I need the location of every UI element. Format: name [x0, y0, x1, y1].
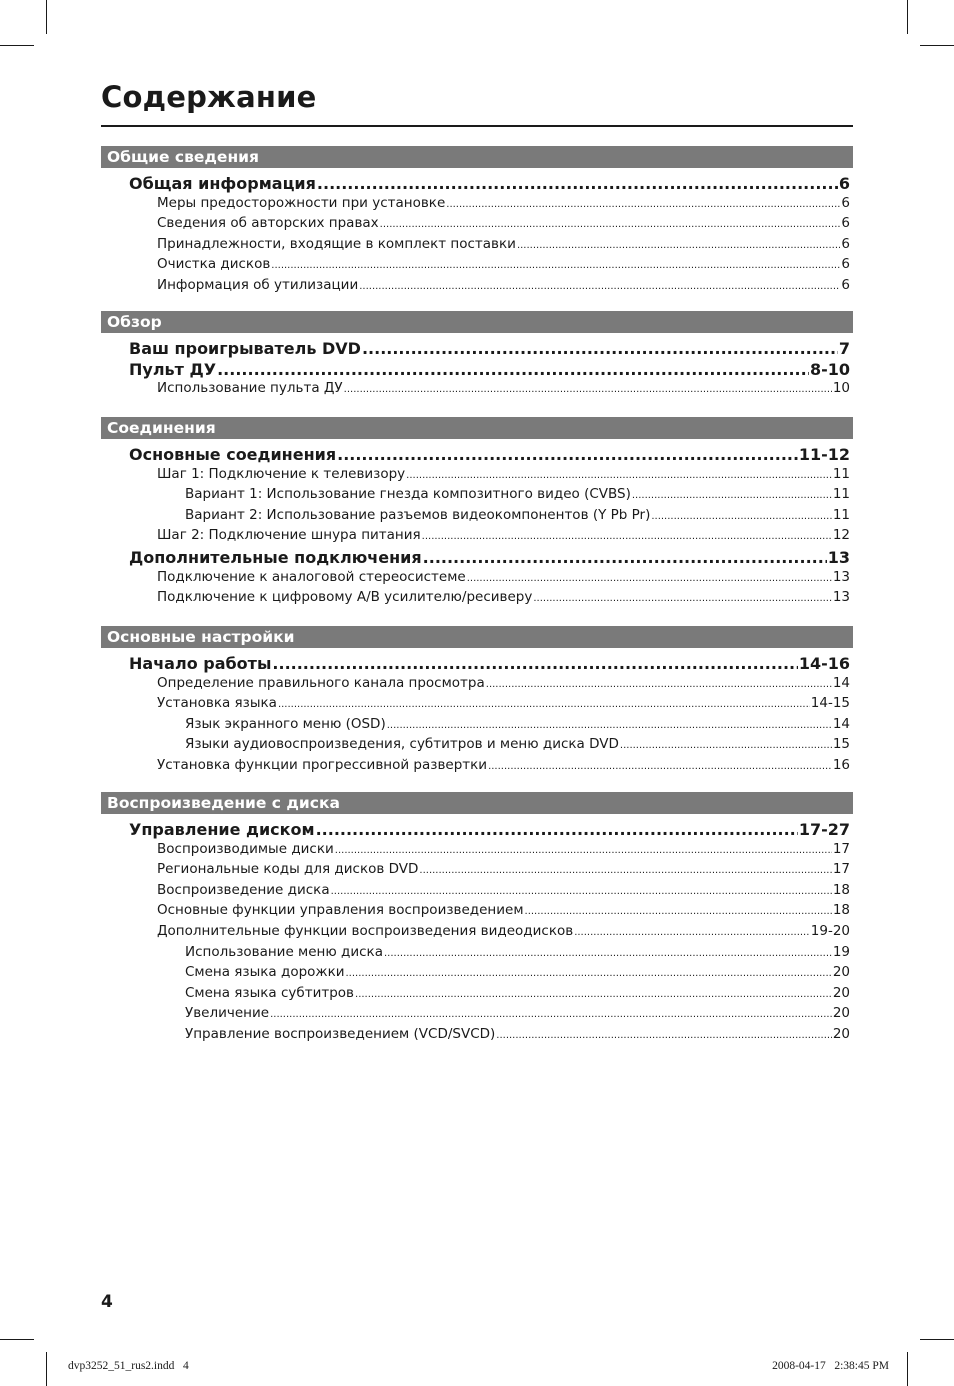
- toc-entry[interactable]: [129, 548, 850, 567]
- toc-entry[interactable]: [185, 944, 850, 960]
- toc-entry-title: Основные функции управления воспроизведением: [157, 902, 524, 919]
- toc-entry-title: Управление диском: [129, 820, 315, 839]
- dot-leader: [632, 486, 832, 502]
- dot-leader: [346, 964, 832, 980]
- toc-entry[interactable]: [157, 841, 850, 857]
- toc-entry[interactable]: [185, 1026, 850, 1042]
- toc-entry-title: Управление воспроизведением (VCD/SVCD): [185, 1026, 496, 1042]
- toc-entry-page: 6: [841, 215, 850, 232]
- toc-entry[interactable]: [157, 675, 850, 691]
- toc-entry[interactable]: [157, 466, 850, 482]
- dot-leader: [387, 716, 832, 732]
- toc-entry[interactable]: [157, 195, 850, 211]
- dot-leader: [272, 654, 797, 673]
- crop-mark: [920, 1339, 954, 1340]
- toc-entry-page: 16: [832, 757, 850, 773]
- dot-leader: [496, 1026, 832, 1042]
- toc-entry[interactable]: [157, 380, 850, 396]
- section-heading: Обзор: [101, 311, 853, 333]
- toc-entry-page: 17: [832, 861, 850, 878]
- toc-entry-title: Региональные коды для дисков DVD: [157, 861, 419, 878]
- toc-entry-page: 14: [832, 715, 850, 732]
- toc-entry-title: Пульт ДУ: [129, 359, 217, 379]
- dot-leader: [316, 820, 798, 839]
- toc-entry-title: Вариант 1: Использование гнезда композитного видео (CVBS): [185, 486, 631, 503]
- dot-leader: [422, 527, 832, 543]
- toc-entry-page: 14: [832, 674, 850, 691]
- dot-leader: [517, 236, 840, 252]
- toc-entry[interactable]: [129, 820, 850, 839]
- toc-entry[interactable]: [129, 174, 850, 193]
- toc-entry-title: Меры предосторожности при установке: [157, 194, 446, 211]
- toc-entry-page: 20: [832, 984, 850, 1001]
- toc-entry-page: 11-12: [798, 445, 850, 464]
- toc-entry-title: Ваш проигрыватель DVD: [129, 339, 361, 358]
- toc-entry-page: 6: [841, 256, 850, 273]
- toc-entry-title: Использование меню диска: [185, 943, 383, 960]
- toc-entry-page: 13: [832, 568, 850, 585]
- toc-entry-title: Дополнительные подключения: [129, 548, 422, 567]
- dot-leader: [278, 695, 810, 711]
- page-number: 4: [101, 1292, 113, 1312]
- dot-leader: [446, 195, 840, 211]
- toc-entry[interactable]: [185, 716, 850, 732]
- dot-leader: [317, 174, 838, 193]
- toc-entry-title: Использование пульта ДУ: [157, 380, 343, 397]
- toc-entry-page: 12: [832, 527, 850, 544]
- dot-leader: [217, 360, 809, 379]
- print-slug-file: dvp3252_51_rus2.indd 4: [68, 1360, 189, 1372]
- dot-leader: [419, 861, 831, 877]
- dot-leader: [533, 589, 831, 605]
- toc-entry-title: Информация об утилизации: [157, 277, 359, 293]
- dot-leader: [423, 548, 827, 567]
- toc-entry-title: Смена языка субтитров: [185, 984, 355, 1001]
- crop-mark: [46, 1352, 47, 1386]
- dot-leader: [574, 923, 810, 939]
- dot-leader: [335, 841, 832, 857]
- toc-entry-page: 20: [832, 1005, 850, 1022]
- toc-entry-page: 15: [832, 736, 850, 753]
- title-divider: [101, 125, 853, 127]
- toc-entry[interactable]: [157, 695, 850, 711]
- dot-leader: [271, 256, 840, 272]
- dot-leader: [486, 675, 832, 691]
- toc-entry[interactable]: [157, 236, 850, 252]
- dot-leader: [467, 569, 832, 585]
- dot-leader: [620, 736, 832, 752]
- toc-entry-title: Воспроизводимые диски: [157, 840, 334, 857]
- dot-leader: [380, 215, 841, 231]
- dot-leader: [337, 445, 798, 464]
- crop-mark: [0, 45, 34, 46]
- toc-entry-title: Основные соединения: [129, 445, 337, 464]
- toc-entry-page: 10: [832, 380, 850, 397]
- toc-entry-page: 6: [841, 194, 850, 211]
- toc-entry[interactable]: [185, 964, 850, 980]
- print-slug-timestamp: 2008-04-17 2:38:45 PM: [772, 1360, 889, 1372]
- dot-leader: [406, 466, 832, 482]
- toc-entry-page: 6: [841, 235, 850, 252]
- toc-entry-page: 14-15: [810, 695, 850, 712]
- dot-leader: [355, 985, 832, 1001]
- dot-leader: [359, 277, 840, 293]
- toc-entry-page: 11: [832, 465, 850, 482]
- toc-entry-page: 7: [838, 339, 850, 358]
- toc-entry[interactable]: [157, 861, 850, 877]
- toc-entry[interactable]: [157, 923, 850, 939]
- toc-entry[interactable]: [185, 507, 850, 523]
- toc-entry-title: Увеличение: [185, 1005, 270, 1022]
- toc-entry-title: Языки аудиовоспроизведения, субтитров и меню диска DVD: [185, 736, 619, 753]
- toc-entry-title: Шаг 2: Подключение шнура питания: [157, 527, 421, 544]
- toc-entry[interactable]: [129, 445, 850, 464]
- toc-entry-title: Общая информация: [129, 174, 316, 193]
- toc-entry-page: 18: [832, 902, 850, 919]
- toc-entry-title: Вариант 2: Использование разъемов видеокомпонентов (Y Pb Pr): [185, 506, 651, 523]
- toc-entry[interactable]: [185, 736, 850, 752]
- dot-leader: [270, 1005, 832, 1021]
- toc-entry[interactable]: [157, 277, 850, 293]
- toc-entry-title: Определение правильного канала просмотра: [157, 674, 485, 691]
- toc-entry-page: 11: [832, 506, 850, 523]
- toc-entry[interactable]: [157, 215, 850, 231]
- toc-entry-title: Очистка дисков: [157, 256, 271, 273]
- crop-mark: [920, 45, 954, 46]
- toc-entry[interactable]: [129, 654, 850, 673]
- toc-entry-page: 17-27: [798, 820, 850, 839]
- dot-leader: [488, 757, 832, 773]
- dot-leader: [362, 339, 838, 358]
- crop-mark: [46, 0, 47, 34]
- dot-leader: [525, 902, 832, 918]
- toc-entry-page: 11: [832, 486, 850, 503]
- toc-entry-title: Подключение к цифровому A/B усилителю/ресиверу: [157, 589, 533, 606]
- toc-entry-page: 13: [827, 548, 850, 567]
- toc-entry[interactable]: [157, 589, 850, 605]
- toc-entry-title: Установка языка: [157, 695, 277, 712]
- toc-entry-title: Шаг 1: Подключение к телевизору: [157, 465, 406, 482]
- dot-leader: [384, 944, 832, 960]
- toc-entry[interactable]: [185, 1005, 850, 1021]
- section-heading: Основные настройки: [101, 626, 853, 648]
- section-heading: Общие сведения: [101, 146, 853, 168]
- dot-leader: [651, 507, 831, 523]
- toc-entry[interactable]: [129, 360, 850, 379]
- dot-leader: [344, 380, 832, 396]
- toc-entry-page: 19: [832, 943, 850, 960]
- toc-entry[interactable]: [157, 902, 850, 918]
- toc-entry-title: Язык экранного меню (OSD): [185, 715, 386, 732]
- toc-entry-page: 6: [838, 174, 850, 193]
- toc-entry-page: 18: [832, 881, 850, 898]
- toc-entry-page: 19-20: [810, 923, 850, 939]
- section-heading: Соединения: [101, 417, 853, 439]
- toc-entry[interactable]: [157, 757, 850, 773]
- toc-entry-page: 20: [832, 1026, 850, 1042]
- page-title: Содержание: [101, 80, 317, 114]
- dot-leader: [331, 882, 832, 898]
- toc-entry-title: Дополнительные функции воспроизведения видеодисков: [157, 923, 574, 939]
- section-heading: Воспроизведение с диска: [101, 792, 853, 814]
- toc-entry-page: 20: [832, 964, 850, 981]
- toc-entry[interactable]: [157, 256, 850, 272]
- toc-entry[interactable]: [129, 339, 850, 358]
- toc-entry[interactable]: [185, 486, 850, 502]
- crop-mark: [0, 1339, 34, 1340]
- toc-entry[interactable]: [157, 569, 850, 585]
- toc-entry-title: Начало работы: [129, 654, 272, 673]
- toc-entry-title: Подключение к аналоговой стереосистеме: [157, 568, 466, 585]
- toc-entry[interactable]: [185, 985, 850, 1001]
- toc-entry-page: 13: [832, 589, 850, 606]
- crop-mark: [907, 1352, 908, 1386]
- toc-entry-page: 14-16: [798, 654, 850, 673]
- toc-entry-title: Воспроизведение диска: [157, 881, 330, 898]
- toc-entry[interactable]: [157, 882, 850, 898]
- crop-mark: [907, 0, 908, 34]
- toc-entry-page: 8-10: [809, 359, 850, 379]
- toc-entry-title: Сведения об авторских правах: [157, 215, 379, 232]
- toc-entry-title: Установка функции прогрессивной развертки: [157, 757, 488, 773]
- toc-entry-page: 6: [841, 277, 850, 293]
- toc-entry-title: Принадлежности, входящие в комплект поставки: [157, 235, 516, 252]
- toc-entry-page: 17: [832, 840, 850, 857]
- toc-entry[interactable]: [157, 527, 850, 543]
- toc-entry-title: Смена языка дорожки: [185, 964, 345, 981]
